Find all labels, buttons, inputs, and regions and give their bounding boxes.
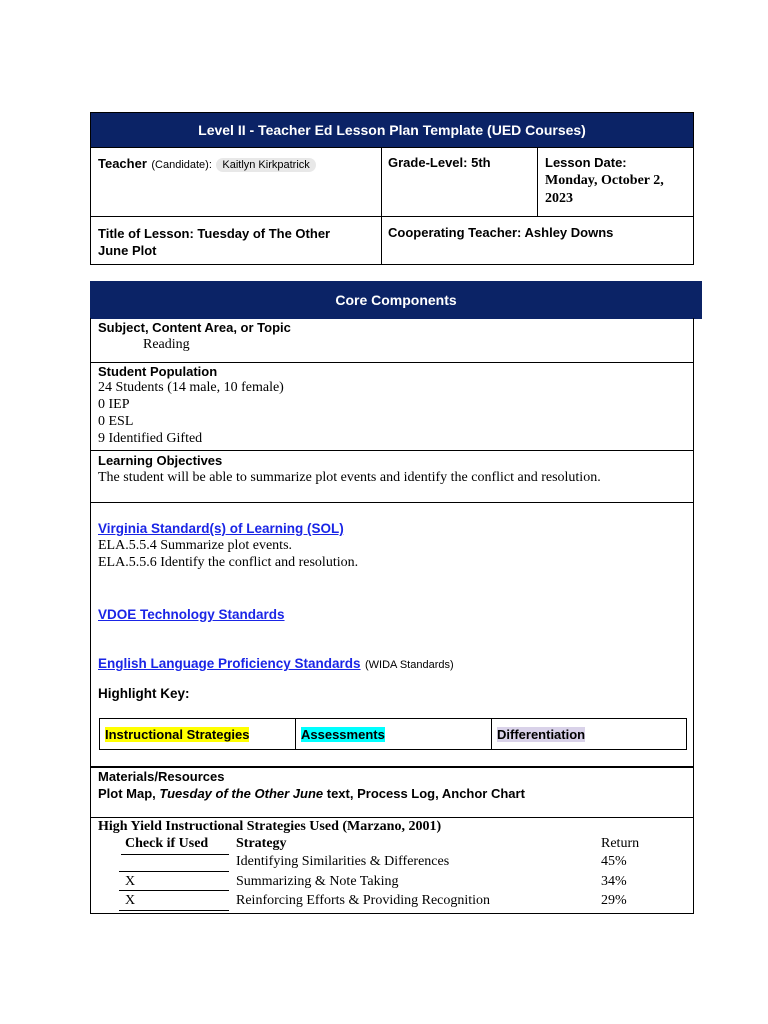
divider (91, 817, 693, 818)
check-underline (119, 871, 229, 872)
grade-level: Grade-Level: 5th (388, 155, 491, 170)
divider (91, 502, 693, 503)
key-cell (100, 719, 296, 749)
divider (91, 362, 693, 363)
core-components-box (90, 318, 694, 914)
key-instructional-strategies: Instructional Strategies (105, 726, 250, 742)
strategy-check: X (125, 893, 136, 908)
header-underline (121, 854, 229, 855)
sol-line: ELA.5.5.4 Summarize plot events. (98, 538, 293, 553)
subject-value: Reading (143, 337, 190, 352)
vdoe-link[interactable]: VDOE Technology Standards (98, 607, 285, 622)
lesson-date-line2: 2023 (545, 191, 573, 206)
key-cell (492, 719, 686, 749)
strategy-check: X (125, 874, 136, 889)
check-underline (119, 910, 229, 911)
lesson-title (98, 225, 378, 259)
lesson-date-cell (545, 155, 693, 207)
teacher-label: Teacher (98, 156, 147, 171)
strategy-return: 29% (601, 893, 627, 908)
materials-title: Materials/Resources (98, 769, 225, 784)
cooperating-teacher: Cooperating Teacher: Ashley Downs (388, 225, 614, 240)
divider (537, 147, 538, 216)
divider (91, 450, 693, 451)
teacher-cell (98, 155, 378, 173)
materials-section (98, 768, 525, 802)
lesson-title-line2: June Plot (98, 243, 157, 258)
highlight-key-table (99, 718, 687, 750)
objectives-title: Learning Objectives (98, 453, 223, 468)
elp-section (98, 655, 454, 673)
divider (381, 147, 382, 264)
key-assessments: Assessments (301, 726, 385, 742)
sol-section (98, 521, 358, 571)
strategy-name: Identifying Similarities & Differences (236, 854, 450, 869)
check-underline (119, 890, 229, 891)
strategies-title: High Yield Instructional Strategies Used (Marzano, 2001) (98, 819, 442, 834)
population-line: 9 Identified Gifted (98, 431, 203, 446)
strategy-return: 34% (601, 874, 627, 889)
sol-link[interactable]: Virginia Standard(s) of Learning (SOL) (98, 521, 344, 536)
teacher-name: Kaitlyn Kirkpatrick (216, 158, 315, 172)
header-title: Level II - Teacher Ed Lesson Plan Template (UED Courses) (91, 113, 693, 147)
objectives-text: The student will be able to summarize plot events and identify the conflict and resolution. (98, 470, 601, 485)
col-strategy-header: Strategy (236, 836, 287, 851)
population-line: 0 IEP (98, 397, 130, 412)
population-section (98, 364, 284, 447)
lesson-header-table (90, 112, 694, 265)
lesson-date-line1: Monday, October 2, (545, 173, 664, 188)
population-line: 0 ESL (98, 414, 134, 429)
subject-title: Subject, Content Area, or Topic (98, 320, 291, 335)
strategy-return: 45% (601, 854, 627, 869)
highlight-key-label: Highlight Key: (98, 686, 190, 701)
col-return-header: Return (601, 836, 640, 851)
materials-book-title: Tuesday of the Other June (159, 786, 324, 801)
materials-suffix: text, Process Log, Anchor Chart (323, 786, 525, 801)
materials-prefix: Plot Map, (98, 786, 160, 801)
divider (91, 216, 693, 217)
divider (91, 147, 693, 148)
col-check-header: Check if Used (125, 836, 209, 851)
key-cell (296, 719, 492, 749)
key-differentiation: Differentiation (497, 726, 586, 742)
lesson-date-label: Lesson Date: (545, 155, 627, 170)
materials-text (98, 785, 525, 802)
population-title: Student Population (98, 364, 218, 379)
strategy-name: Reinforcing Efforts & Providing Recognition (236, 893, 491, 908)
core-components-title: Core Components (90, 281, 702, 319)
lesson-title-line1: Title of Lesson: Tuesday of The Other (98, 226, 331, 241)
objectives-section (98, 453, 601, 486)
subject-section (98, 320, 291, 353)
sol-line: ELA.5.5.6 Identify the conflict and resolution. (98, 555, 359, 570)
elp-link[interactable]: English Language Proficiency Standards (98, 656, 361, 671)
strategy-name: Summarizing & Note Taking (236, 874, 399, 889)
elp-sub: (WIDA Standards) (365, 659, 454, 671)
population-line: 24 Students (14 male, 10 female) (98, 380, 284, 395)
teacher-sub-label: (Candidate): (151, 159, 212, 171)
